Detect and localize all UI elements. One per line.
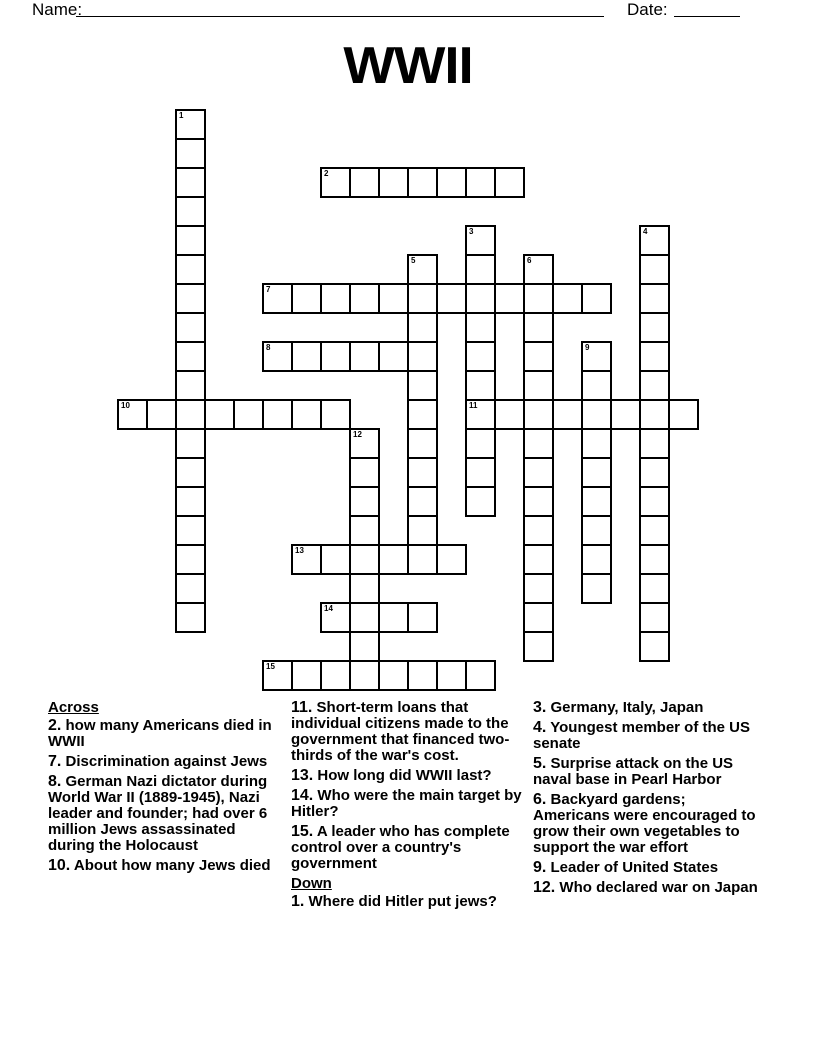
grid-cell[interactable]	[349, 660, 380, 691]
clue-number: 1.	[291, 893, 305, 910]
grid-cell[interactable]	[407, 341, 438, 372]
clue-number: 9.	[533, 859, 547, 876]
grid-cell[interactable]	[175, 544, 206, 575]
clue-down-4	[533, 720, 765, 752]
grid-cell[interactable]	[407, 515, 438, 546]
grid-cell[interactable]	[175, 225, 206, 256]
grid-cell[interactable]	[175, 109, 206, 140]
clue-number: 3.	[533, 699, 547, 716]
grid-cell[interactable]	[291, 544, 322, 575]
grid-cell[interactable]	[291, 283, 322, 314]
grid-cell[interactable]	[581, 341, 612, 372]
grid-cell[interactable]	[262, 660, 293, 691]
grid-cell[interactable]	[639, 457, 670, 488]
clue-text: Youngest member of the US senate	[533, 719, 750, 752]
grid-cell[interactable]	[407, 167, 438, 198]
grid-cell[interactable]	[523, 254, 554, 285]
grid-cell[interactable]	[639, 428, 670, 459]
clue-number: 13.	[291, 767, 314, 784]
puzzle-title: WWII	[343, 37, 473, 95]
grid-cell[interactable]	[465, 457, 496, 488]
cell-number: 1	[179, 111, 184, 120]
cell-number: 5	[411, 256, 416, 265]
grid-cell[interactable]	[378, 660, 409, 691]
clue-across-13	[291, 768, 523, 784]
cell-number: 14	[324, 604, 333, 613]
clue-across-2	[48, 718, 280, 750]
clue-text: Discrimination against Jews	[65, 753, 268, 770]
grid-cell[interactable]	[523, 341, 554, 372]
grid-cell[interactable]	[465, 283, 496, 314]
grid-cell[interactable]	[639, 486, 670, 517]
grid-cell[interactable]	[523, 370, 554, 401]
clue-text: Where did Hitler put jews?	[308, 893, 497, 910]
date-label: Date:	[627, 0, 668, 19]
grid-cell[interactable]	[523, 312, 554, 343]
clue-down-6	[533, 792, 765, 856]
cell-number: 9	[585, 343, 590, 352]
grid-cell[interactable]	[262, 283, 293, 314]
cell-number: 10	[121, 401, 130, 410]
grid-cell[interactable]	[175, 399, 206, 430]
clue-number: 6.	[533, 791, 547, 808]
grid-cell[interactable]	[610, 399, 641, 430]
grid-cell[interactable]	[639, 341, 670, 372]
name-label: Name:	[32, 0, 83, 19]
grid-cell[interactable]	[320, 167, 351, 198]
grid-cell[interactable]	[494, 283, 525, 314]
clue-number: 10.	[48, 857, 71, 874]
cell-number: 6	[527, 256, 532, 265]
grid-cell[interactable]	[349, 341, 380, 372]
clue-text: Germany, Italy, Japan	[550, 699, 704, 716]
grid-cell[interactable]	[523, 544, 554, 575]
grid-cell[interactable]	[175, 428, 206, 459]
grid-cell[interactable]	[465, 254, 496, 285]
grid-cell[interactable]	[465, 486, 496, 517]
grid-cell[interactable]	[175, 573, 206, 604]
clue-number: 8.	[48, 773, 62, 790]
grid-cell[interactable]	[494, 167, 525, 198]
grid-cell[interactable]	[175, 312, 206, 343]
grid-cell[interactable]	[349, 167, 380, 198]
grid-cell[interactable]	[320, 544, 351, 575]
grid-cell[interactable]	[204, 399, 235, 430]
grid-cell[interactable]	[117, 399, 148, 430]
grid-cell[interactable]	[349, 631, 380, 662]
grid-cell[interactable]	[262, 341, 293, 372]
grid-cell[interactable]	[320, 341, 351, 372]
clue-text: how many Americans died in WWII	[48, 717, 272, 750]
grid-cell[interactable]	[639, 370, 670, 401]
grid-cell[interactable]	[320, 602, 351, 633]
clue-across-10	[48, 858, 280, 874]
grid-cell[interactable]	[291, 660, 322, 691]
grid-cell[interactable]	[465, 370, 496, 401]
across-clues-col1	[48, 700, 280, 878]
grid-cell[interactable]	[523, 283, 554, 314]
grid-cell[interactable]	[291, 399, 322, 430]
grid-cell[interactable]	[407, 544, 438, 575]
clue-number: 15.	[291, 823, 314, 840]
grid-cell[interactable]	[175, 283, 206, 314]
grid-cell[interactable]	[581, 457, 612, 488]
grid-cell[interactable]	[465, 428, 496, 459]
grid-cell[interactable]	[407, 428, 438, 459]
grid-cell[interactable]	[639, 602, 670, 633]
name-field[interactable]	[76, 0, 604, 17]
grid-cell[interactable]	[175, 254, 206, 285]
grid-cell[interactable]	[523, 457, 554, 488]
grid-cell[interactable]	[175, 515, 206, 546]
clue-across-7	[48, 754, 280, 770]
cell-number: 2	[324, 169, 329, 178]
grid-cell[interactable]	[320, 283, 351, 314]
grid-cell[interactable]	[349, 602, 380, 633]
grid-cell[interactable]	[581, 428, 612, 459]
grid-cell[interactable]	[436, 283, 467, 314]
grid-cell[interactable]	[146, 399, 177, 430]
grid-cell[interactable]	[668, 399, 699, 430]
cell-number: 11	[469, 401, 478, 410]
grid-cell[interactable]	[581, 283, 612, 314]
grid-cell[interactable]	[465, 312, 496, 343]
grid-cell[interactable]	[349, 457, 380, 488]
grid-cell[interactable]	[320, 399, 351, 430]
grid-cell[interactable]	[349, 544, 380, 575]
grid-cell[interactable]	[349, 486, 380, 517]
clue-number: 12.	[533, 879, 556, 896]
grid-cell[interactable]	[407, 254, 438, 285]
clue-across-11	[291, 700, 523, 764]
clue-down-3	[533, 700, 765, 716]
grid-cell[interactable]	[175, 138, 206, 169]
clue-text: Backyard gardens; Americans were encouraged to grow their own vegetables to support the war effort	[533, 791, 756, 856]
clue-across-15	[291, 824, 523, 872]
grid-cell[interactable]	[378, 167, 409, 198]
grid-cell[interactable]	[639, 312, 670, 343]
clue-text: German Nazi dictator during World War II (1889-1945), Nazi leader and founder; had over 6 million Jews assassinated during the Holocaust	[48, 773, 268, 854]
clue-number: 14.	[291, 787, 314, 804]
grid-cell[interactable]	[494, 399, 525, 430]
grid-cell[interactable]	[523, 602, 554, 633]
grid-cell[interactable]	[175, 167, 206, 198]
grid-cell[interactable]	[407, 370, 438, 401]
clue-text: Who declared war on Japan	[559, 879, 758, 896]
clue-text: Who were the main target by Hitler?	[291, 787, 522, 820]
grid-cell[interactable]	[523, 428, 554, 459]
grid-cell[interactable]	[581, 399, 612, 430]
grid-cell[interactable]	[291, 341, 322, 372]
grid-cell[interactable]	[523, 486, 554, 517]
clue-text: Short-term loans that individual citizens made to the government that financed two-thirds of the war's cost.	[291, 699, 510, 764]
grid-cell[interactable]	[175, 370, 206, 401]
grid-cell[interactable]	[436, 660, 467, 691]
grid-cell[interactable]	[581, 515, 612, 546]
grid-cell[interactable]	[349, 515, 380, 546]
cell-number: 7	[266, 285, 271, 294]
grid-cell[interactable]	[523, 631, 554, 662]
grid-cell[interactable]	[465, 399, 496, 430]
grid-cell[interactable]	[639, 515, 670, 546]
cell-number: 3	[469, 227, 474, 236]
clue-number: 11.	[291, 699, 313, 716]
grid-cell[interactable]	[639, 544, 670, 575]
clue-number: 7.	[48, 753, 62, 770]
grid-cell[interactable]	[175, 602, 206, 633]
clue-text: About how many Jews died	[73, 857, 271, 874]
clue-number: 5.	[533, 755, 547, 772]
clue-number: 2.	[48, 717, 62, 734]
grid-cell[interactable]	[581, 544, 612, 575]
grid-cell[interactable]	[639, 254, 670, 285]
grid-cell[interactable]	[523, 573, 554, 604]
grid-cell[interactable]	[581, 370, 612, 401]
clue-across-14	[291, 788, 523, 820]
grid-cell[interactable]	[581, 486, 612, 517]
grid-cell[interactable]	[349, 428, 380, 459]
down-heading: Down	[291, 875, 332, 892]
cell-number: 13	[295, 546, 304, 555]
clue-down-9	[533, 860, 765, 876]
clue-down-12	[533, 880, 765, 896]
across-heading: Across	[48, 699, 99, 716]
grid-cell[interactable]	[378, 283, 409, 314]
grid-cell[interactable]	[407, 283, 438, 314]
grid-cell[interactable]	[407, 486, 438, 517]
grid-cell[interactable]	[349, 283, 380, 314]
clue-text: A leader who has complete control over a country's government	[291, 823, 510, 872]
grid-cell[interactable]	[262, 399, 293, 430]
grid-cell[interactable]	[465, 341, 496, 372]
grid-cell[interactable]	[320, 660, 351, 691]
cell-number: 8	[266, 343, 271, 352]
grid-cell[interactable]	[407, 457, 438, 488]
grid-cell[interactable]	[407, 602, 438, 633]
grid-cell[interactable]	[175, 457, 206, 488]
cell-number: 4	[643, 227, 648, 236]
grid-cell[interactable]	[175, 196, 206, 227]
grid-cell[interactable]	[407, 312, 438, 343]
grid-cell[interactable]	[552, 399, 583, 430]
clue-text: Leader of United States	[550, 859, 719, 876]
cell-number: 15	[266, 662, 275, 671]
grid-cell[interactable]	[465, 167, 496, 198]
grid-cell[interactable]	[552, 283, 583, 314]
grid-cell[interactable]	[378, 602, 409, 633]
grid-cell[interactable]	[233, 399, 264, 430]
grid-cell[interactable]	[175, 486, 206, 517]
date-field[interactable]	[674, 0, 740, 17]
clue-down-1	[291, 894, 523, 910]
grid-cell[interactable]	[436, 544, 467, 575]
grid-cell[interactable]	[407, 660, 438, 691]
grid-cell[interactable]	[639, 631, 670, 662]
grid-cell[interactable]	[378, 341, 409, 372]
across-clues-col2	[291, 700, 523, 914]
grid-cell[interactable]	[407, 399, 438, 430]
grid-cell[interactable]	[436, 167, 467, 198]
down-clues-col	[533, 700, 765, 900]
grid-cell[interactable]	[523, 399, 554, 430]
clue-across-8	[48, 774, 280, 854]
clue-text: How long did WWII last?	[317, 767, 492, 784]
grid-cell[interactable]	[581, 573, 612, 604]
grid-cell[interactable]	[175, 341, 206, 372]
grid-cell[interactable]	[639, 399, 670, 430]
grid-cell[interactable]	[639, 225, 670, 256]
clue-number: 4.	[533, 719, 547, 736]
clue-text: Surprise attack on the US naval base in Pearl Harbor	[533, 755, 734, 788]
grid-cell[interactable]	[378, 544, 409, 575]
grid-cell[interactable]	[349, 573, 380, 604]
cell-number: 12	[353, 430, 362, 439]
grid-cell[interactable]	[465, 225, 496, 256]
grid-cell[interactable]	[639, 573, 670, 604]
grid-cell[interactable]	[639, 283, 670, 314]
grid-cell[interactable]	[523, 515, 554, 546]
grid-cell[interactable]	[465, 660, 496, 691]
clue-down-5	[533, 756, 765, 788]
